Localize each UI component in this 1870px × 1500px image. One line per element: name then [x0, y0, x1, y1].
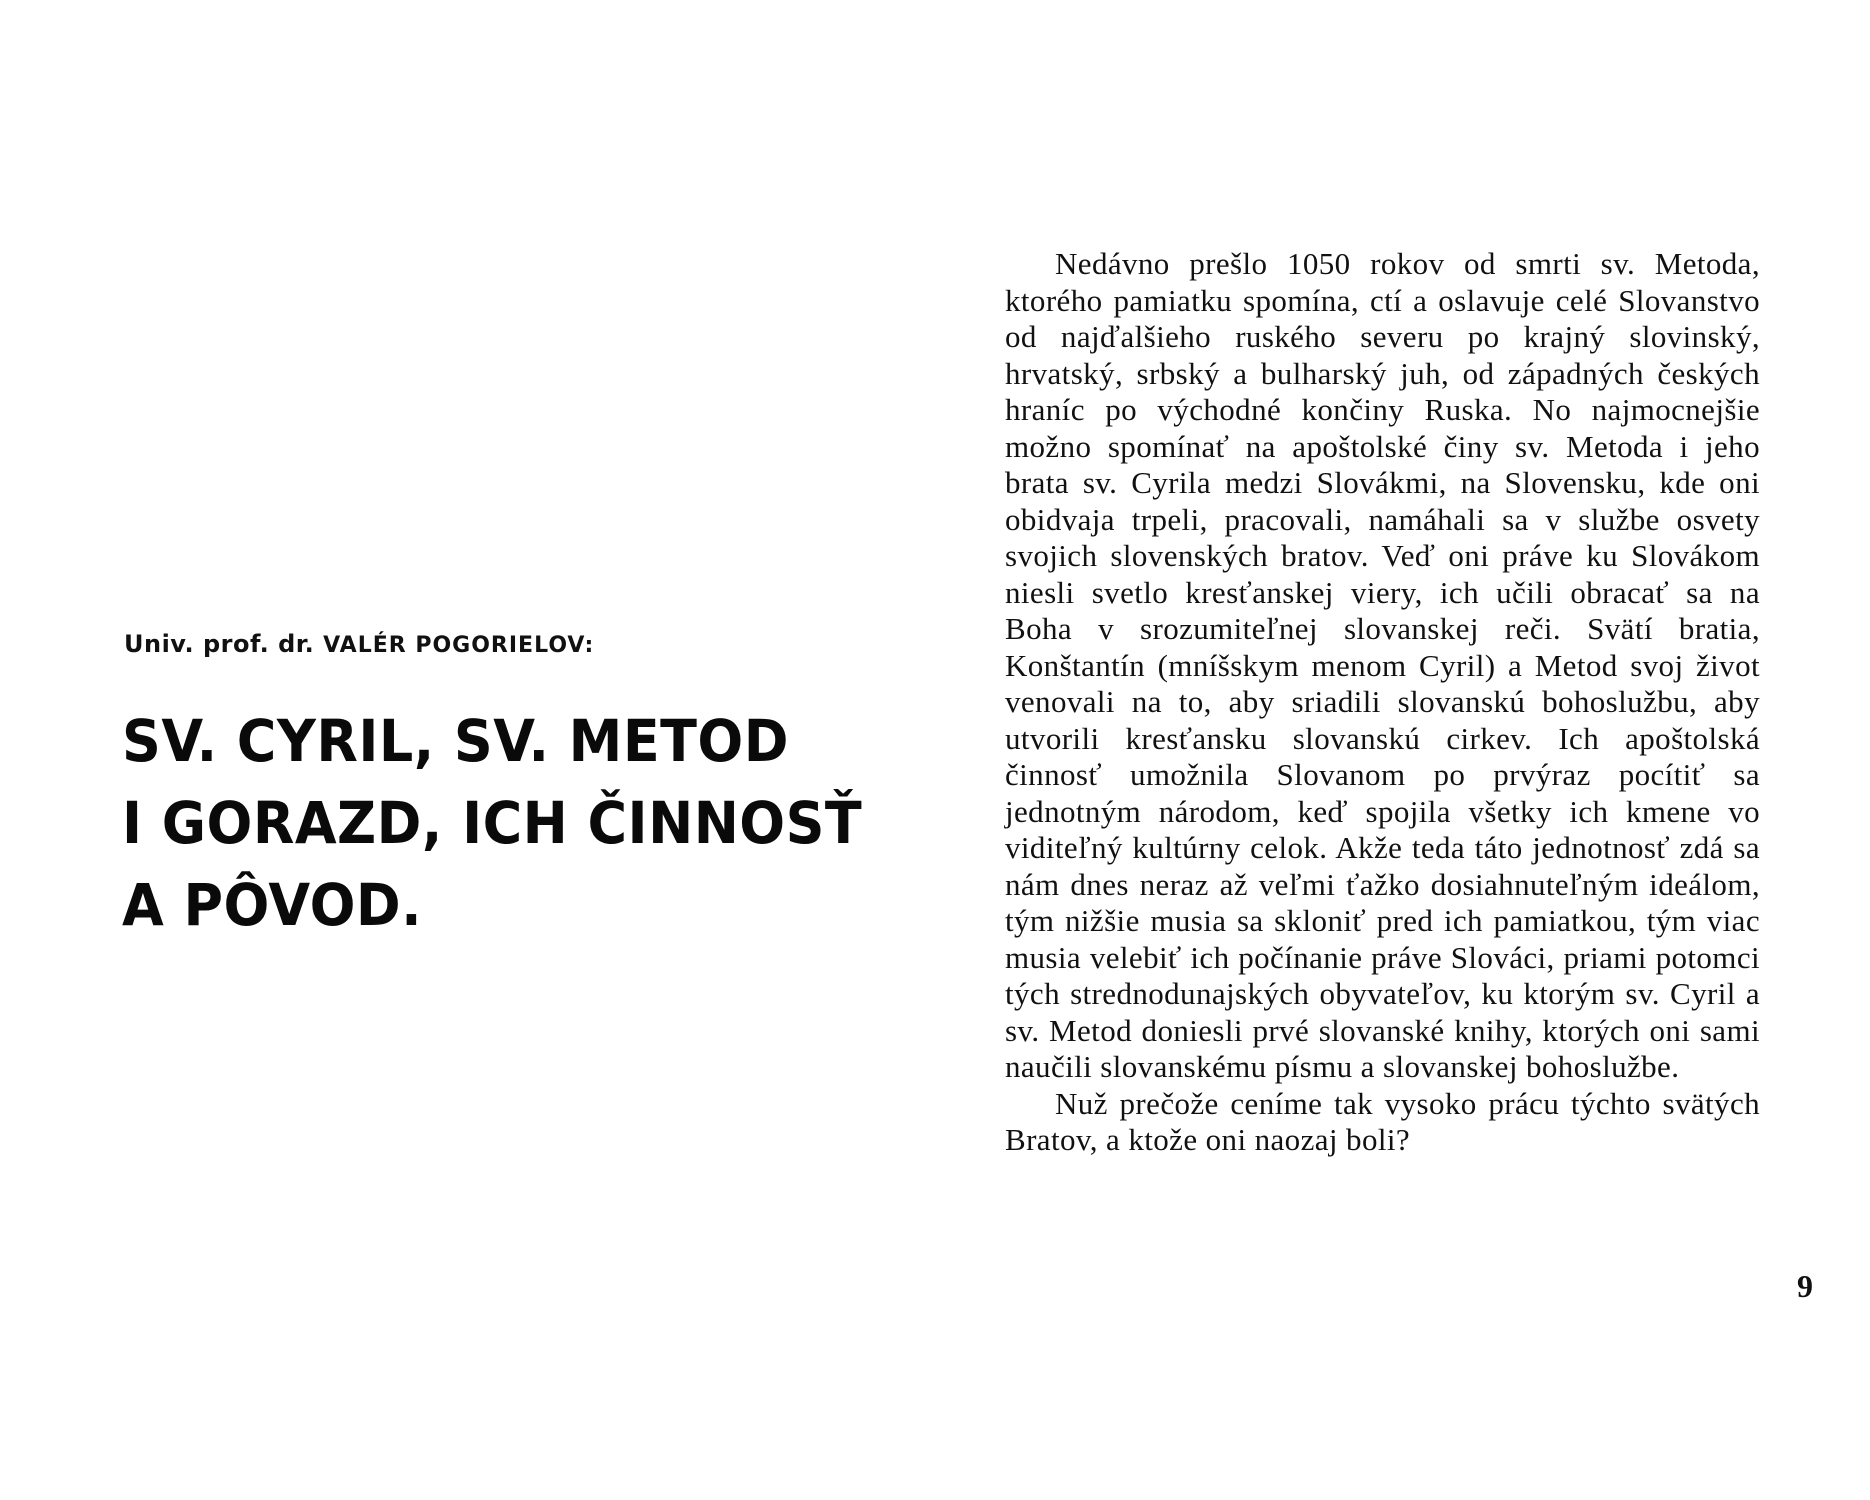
title-line-3: A PÔVOD.: [122, 871, 423, 939]
author-name: VALÉR POGORIELOV:: [323, 633, 595, 658]
page-number: 9: [1797, 1268, 1813, 1304]
paragraph-2: Nuž prečože ceníme tak vysoko prácu týchto svätých Bratov, a ktože oni naozaj boli?: [1005, 1085, 1760, 1157]
author-byline: [124, 630, 594, 658]
body-text: [1005, 246, 1760, 1159]
paragraph-1: Nedávno prešlo 1050 rokov od smrti sv. Metoda, ktorého pamiatku spomína, ctí a oslavuje celé Slovanstvo od najďalšieho ruského severu po krajný slovinský, hrvatský, srbský a bulharský juh, od západných českých hraníc po východné končiny Ruska. No najmocnejšie možno spomínať na apoštolské činy sv. Metoda i jeho brata sv. Cyrila medzi Slovákmi, na Slovensku, kde oni obidvaja trpeli, pracovali, namáhali sa v službe osvety svojich slovenských bratov. Veď oni práve ku Slovákom niesli svetlo kresťanskej viery, ich učili obracať sa na Boha v srozumiteľnej slovanskej reči. Svätí bratia, Konštantín (mníšskym menom Cyril) a Metod svoj život venovali na to, aby sriadili slovanskú bohoslužbu, aby utvorili kresťansku slovanskú cirkev. Ich apoštolská činnosť umožnila Slovanom po prvýraz pocítiť sa jednotným národom, keď spojila všetky ich kmene vo viditeľný kultúrny celok. Akže teda táto jednotnosť zdá sa nám dnes neraz až veľmi ťažko dosiahnuteľným ideálom, tým nižšie musia sa skloniť pred ich pamiatkou, tým viac musia velebiť ich počínanie práve Slováci, priami potomci tých strednodunajských obyvateľov, ku ktorým sv. Cyril a sv. Metod doniesli prvé slovanské knihy, ktorých oni sami naučili slovanskému písmu a slovanskej bohoslužbe.: [1005, 246, 1760, 1084]
title-line-1: SV. CYRIL, SV. METOD: [122, 707, 789, 775]
title-line-2: I GORAZD, ICH ČINNOSŤ: [122, 789, 863, 857]
article-title: [122, 700, 862, 946]
author-title: Univ. prof. dr.: [124, 630, 315, 658]
right-page: [935, 0, 1870, 1500]
